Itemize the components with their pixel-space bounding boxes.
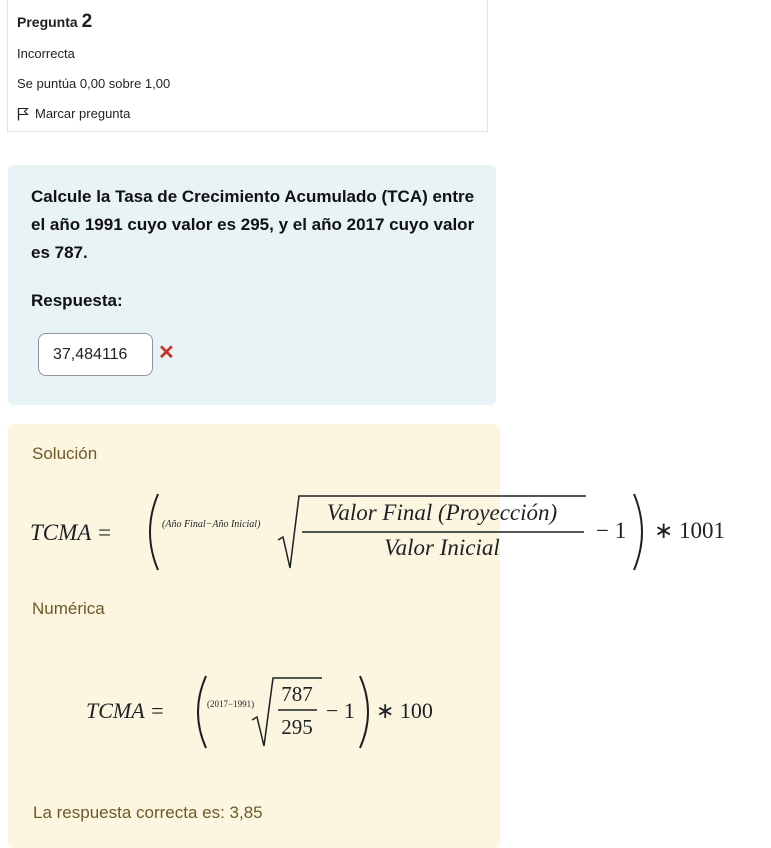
solution-label: Solución [32,444,98,463]
answer-input[interactable] [38,333,153,376]
correct-answer-text: La respuesta correcta es: 3,85 [33,803,263,822]
flag-question-link[interactable] [17,106,130,121]
flag-icon [17,107,29,121]
question-heading [17,11,92,33]
answer-label: Respuesta: [31,291,123,310]
numeric-minus-one: − 1 [326,698,355,723]
right-paren [634,494,642,570]
formula-numerator: Valor Final (Proyección) [326,500,558,525]
numeric-formula [86,670,446,754]
question-info-panel [7,0,488,132]
question-grade: Se puntúa 0,00 sobre 1,00 [17,76,171,91]
general-formula [30,490,730,574]
numeric-left-paren [198,676,206,748]
question-text: Calcule la Tasa de Crecimiento Acumulado (TCA) entre el año 1991 cuyo valor es 295, y el año 2017 cuyo valor es 787. [31,187,475,262]
cross-icon: ✕ [158,342,175,364]
numeric-lhs: TCMA = [86,698,165,723]
formula-minus-one: − 1 [596,518,627,543]
numeric-numerator: 787 [281,682,313,706]
question-number: 2 [81,11,93,32]
question-state: Incorrecta [17,46,75,61]
flag-question-label: Marcar pregunta [35,106,131,121]
left-paren [150,494,158,570]
numeric-denominator: 295 [281,715,313,739]
formula-denominator: Valor Inicial [384,535,500,560]
formula-multiplier: ∗ 1001 [654,518,726,543]
numeric-label: Numérica [32,599,105,618]
numeric-right-paren [360,676,368,748]
feedback-panel [8,424,500,848]
numeric-root-index: (2017−1991) [207,699,255,709]
question-formulation [8,165,496,405]
question-label: Pregunta [17,14,78,30]
formula-root-index: (Año Final−Año Inicial) [162,519,261,530]
formula-lhs: TCMA = [30,520,113,545]
numeric-multiplier: ∗ 100 [376,698,433,723]
